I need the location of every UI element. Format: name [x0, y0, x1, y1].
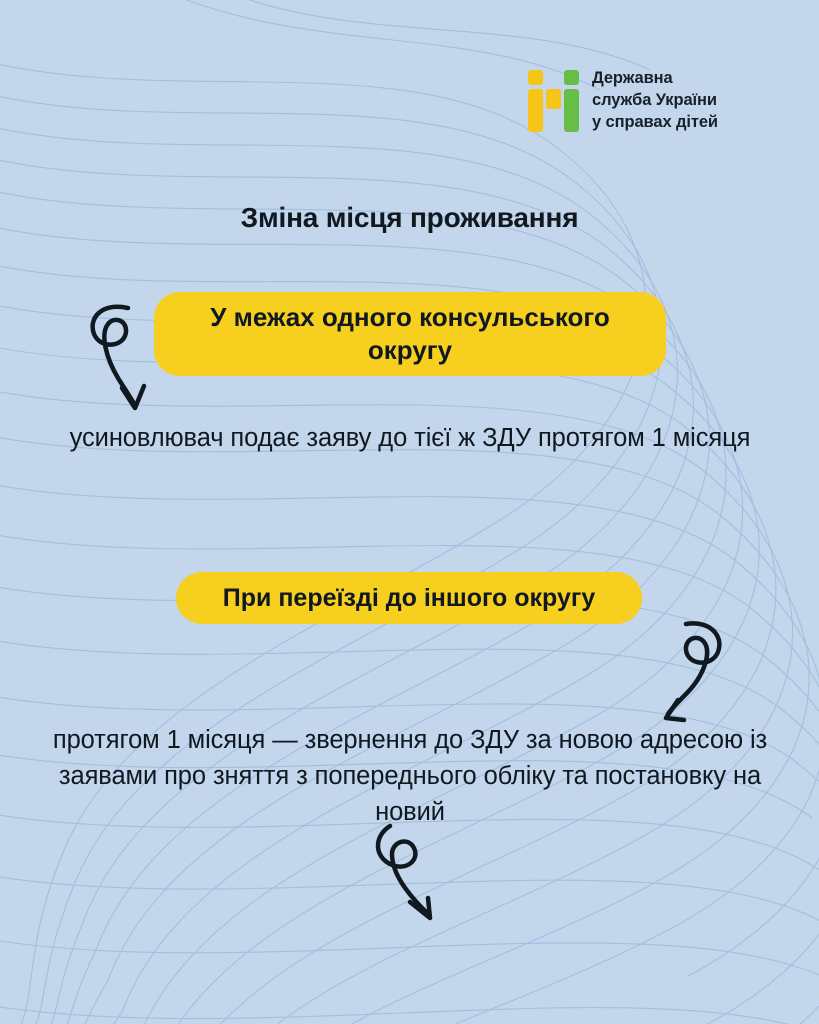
logo-wordmark: [592, 68, 718, 133]
logo-line-1: Державна: [592, 69, 673, 87]
section-text-2: протягом 1 місяця — звернення до ЗДУ за новою адресою із заявами про зняття з попереднього обліку та постановку на новий: [52, 726, 768, 827]
organization-logo: [528, 68, 718, 133]
logo-line-3: у справах дітей: [592, 112, 718, 131]
highlight-pill-2: При переїзді до іншого округу: [176, 572, 642, 624]
section-text-1: усиновлювач подає заяву до тієї ж ЗДУ протягом 1 місяця: [69, 424, 751, 452]
logo-line-2: служба України: [592, 90, 717, 109]
logo-mark-icon: [528, 70, 580, 132]
highlight-pill-1: У межах одного консульського округу: [154, 292, 666, 376]
curved-arrow-icon: [370, 820, 480, 930]
page-title: Зміна місця проживання: [240, 202, 579, 233]
curved-arrow-icon: [630, 618, 740, 728]
